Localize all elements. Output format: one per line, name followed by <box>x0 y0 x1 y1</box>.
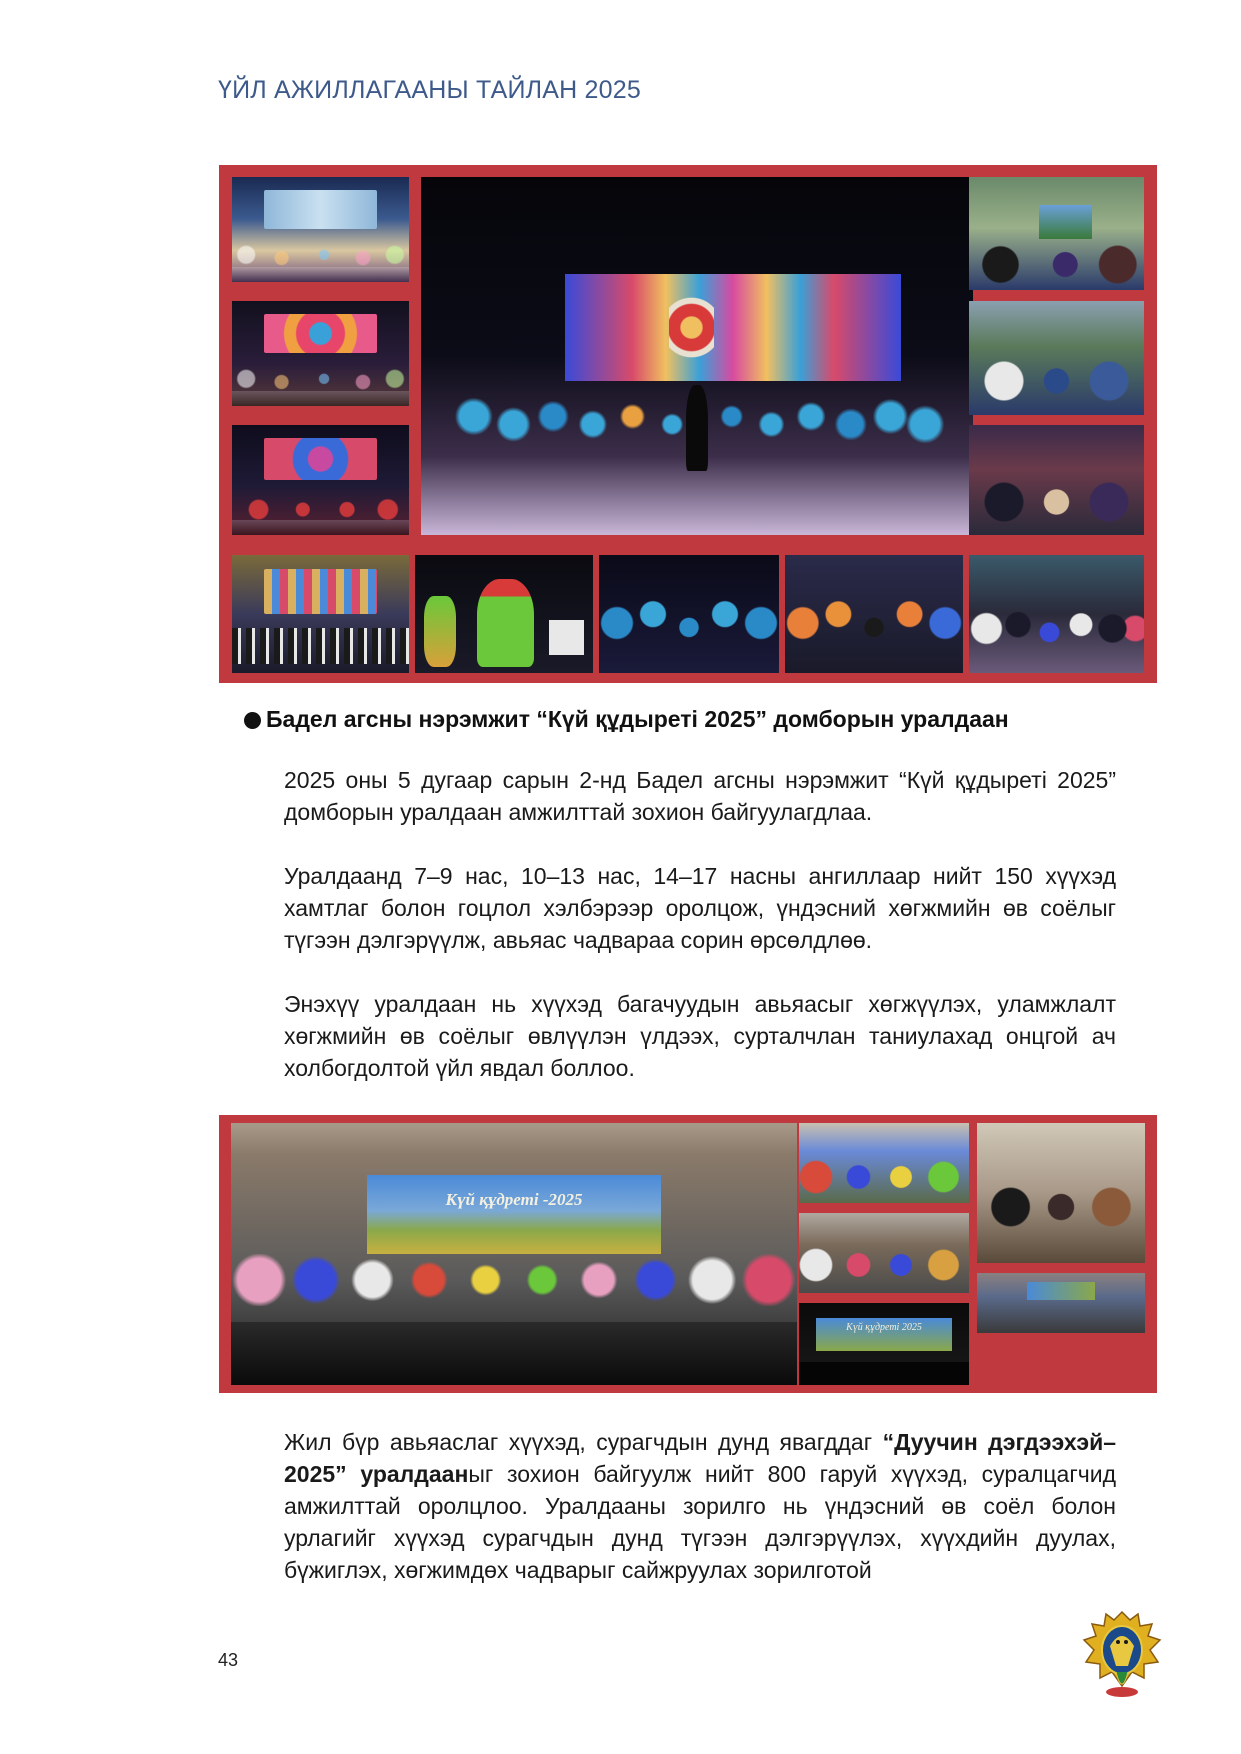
paragraph-2: Уралдаанд 7–9 нас, 10–13 нас, 14–17 насны ангиллаар нийт 150 хүүхэд хамтлаг болон гоцлол хэлбэрээр оролцож, үндэсний хөгжмийн өв соёлыг түгээн дэлгэрүүлж, авьяас чадвараа сорин өрсөлдлөө. <box>284 863 1116 953</box>
closing-part-2: ыг зохион байгуулж нийт 800 гаруй хүүхэд, суралцагчид амжилттай оролцлоо. Уралдааны зорилго нь үндэсний өв соёл болон урлагийг хүүхэд сурагчдын дунд түгээн дэлгэрүүлэх, хүүхдийн дуулах, бүжиглэх, хөгжимдөх чадварыг сайжруулах зорилготой <box>284 1461 1116 1583</box>
closing-paragraph <box>284 1426 1116 1586</box>
photo-stage-choir-line <box>232 555 409 673</box>
photo-collage-bottom <box>219 1115 1157 1393</box>
photo-stage-banner <box>799 1303 969 1385</box>
closing-part-1: Жил бүр авьяаслаг хүүхэд, сурагчдын дунд явагддаг <box>284 1429 883 1455</box>
photo-children-stage-main <box>231 1123 797 1385</box>
closing-bold-title: “Дуучин дэгдээхэй–2025” уралдаан <box>284 1429 1116 1487</box>
photo-stage-wide-blue <box>232 177 409 282</box>
photo-stage-orchestra-main <box>421 177 973 535</box>
section-heading <box>266 706 1009 733</box>
paragraph-3: Энэхүү уралдаан нь хүүхэд багачуудын авьяасыг хөгжүүлэх, уламжлалт хөгжмийн өв соёлыг өвлүүлэн үлдээх, сурталчлан таниулахад онцгой ач холбогдолтой үйл явдал боллоо. <box>284 991 1116 1081</box>
photo-dancer-green <box>415 555 593 673</box>
organization-emblem-logo <box>1080 1606 1164 1702</box>
banner-title-small: Күй құдреті 2025 <box>846 1321 922 1333</box>
photo-children-group-1 <box>799 1123 969 1203</box>
photo-collage-top <box>219 165 1157 683</box>
photo-stage-red-dancers <box>232 425 409 535</box>
photo-children-group-2 <box>799 1213 969 1293</box>
photo-hall-wide <box>977 1273 1145 1333</box>
section-heading-text: Бадел агсны нэрэмжит “Күй құдыреті 2025” домборын уралдаан <box>266 706 1009 732</box>
report-header-title: ҮЙЛ АЖИЛЛАГААНЫ ТАЙЛАН 2025 <box>218 76 641 104</box>
photo-orchestra-orange <box>785 555 963 673</box>
photo-orchestra-blue <box>599 555 779 673</box>
paragraph-1: 2025 оны 5 дугаар сарын 2-нд Бадел агсны нэрэмжит “Күй құдыреті 2025” домборын уралдаан амжилттай зохион байгуулагдлаа. <box>284 767 1116 825</box>
photo-award-painting <box>969 177 1144 290</box>
photo-stage-pink-screen <box>232 301 409 406</box>
photo-performer-award <box>977 1123 1145 1263</box>
photo-group-on-stage <box>969 555 1144 673</box>
photo-award-handshake <box>969 301 1144 415</box>
photo-award-group <box>969 425 1144 535</box>
bullet-dot <box>244 712 261 729</box>
page-number: 43 <box>218 1650 239 1670</box>
banner-title: Күй құдреті -2025 <box>445 1189 583 1209</box>
